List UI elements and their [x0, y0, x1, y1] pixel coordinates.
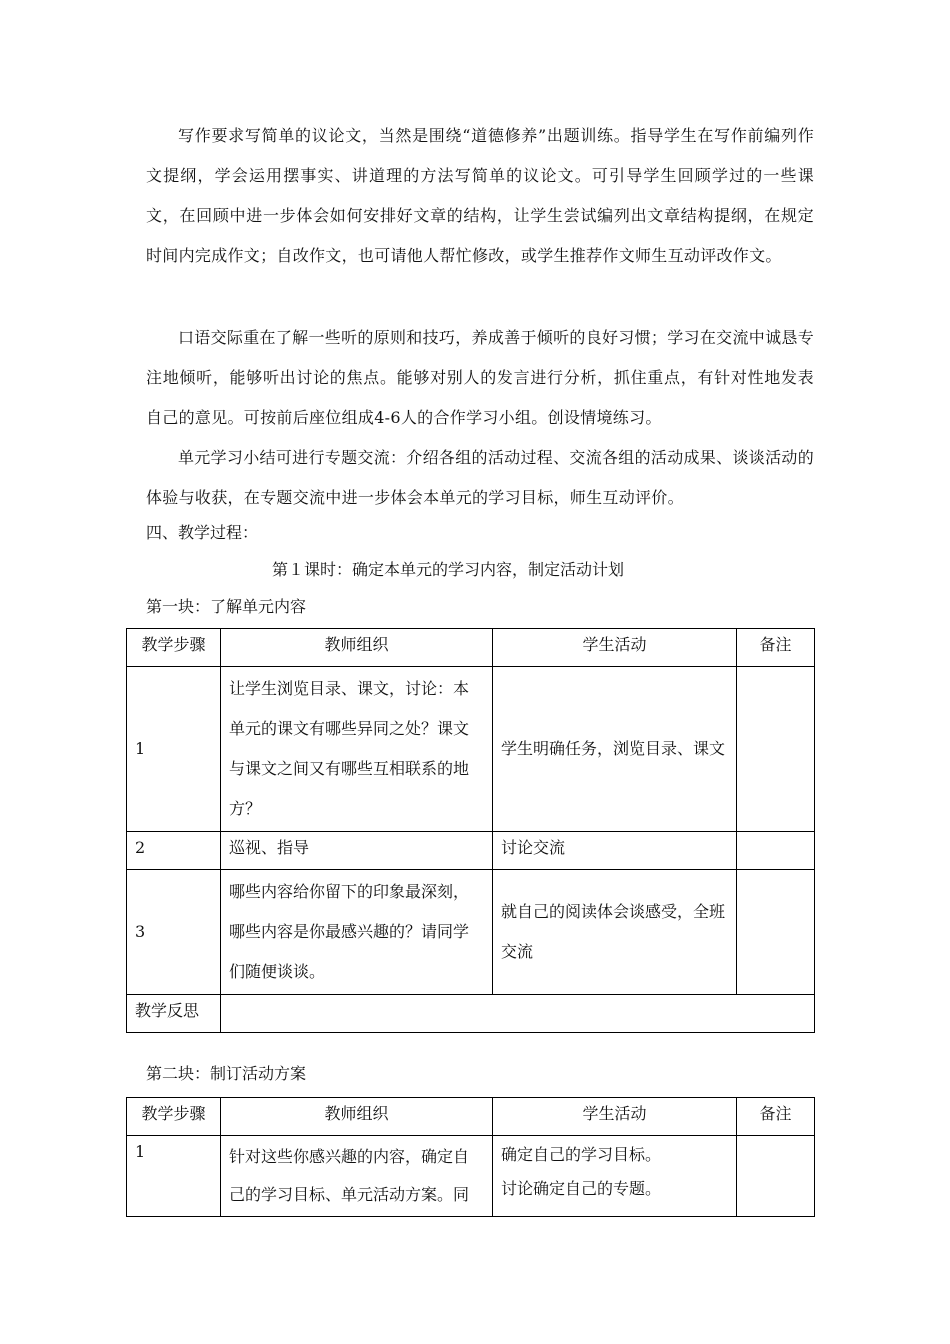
row3-note	[737, 870, 815, 995]
row3-step: 3	[127, 870, 221, 995]
table-row	[127, 832, 815, 870]
row1-note	[737, 667, 815, 832]
section-heading: 四、教学过程：	[146, 523, 259, 542]
reflection-content	[221, 995, 815, 1033]
row2-note	[737, 832, 815, 870]
row3-teacher: 哪些内容给你留下的印象最深刻，哪些内容是你最感兴趣的？请同学们随便谈谈。	[221, 870, 493, 995]
lesson-title: 第１课时：确定本单元的学习内容，制定活动计划	[272, 560, 625, 579]
row2-step: 2	[127, 832, 221, 870]
header-step: 教学步骤	[127, 629, 221, 667]
table-row	[127, 870, 815, 995]
row2-teacher: 巡视、指导	[221, 832, 493, 870]
row2-student: 讨论交流	[493, 832, 737, 870]
header-note: 备注	[737, 629, 815, 667]
header-step: 教学步骤	[127, 1098, 221, 1136]
b2-row1-step: 1	[127, 1136, 221, 1217]
table-header-row	[127, 629, 815, 667]
block1-title: 第一块：了解单元内容	[146, 597, 307, 616]
header-note: 备注	[737, 1098, 815, 1136]
header-teacher: 教师组织	[221, 629, 493, 667]
b2-student-line-1: 确定自己的学习目标。	[501, 1145, 662, 1164]
b2-student-line-2: 讨论确定自己的专题。	[501, 1179, 662, 1198]
header-student: 学生活动	[493, 1098, 737, 1136]
table-row	[127, 667, 815, 832]
row1-teacher: 让学生浏览目录、课文，讨论：本单元的课文有哪些异同之处？课文与课文之间又有哪些互相联系的地方？	[221, 667, 493, 832]
header-student: 学生活动	[493, 629, 737, 667]
paragraph-summary: 单元学习小结可进行专题交流：介绍各组的活动过程、交流各组的活动成果、谈谈活动的体验与收获，在专题交流中进一步体会本单元的学习目标，师生互动评价。	[146, 448, 814, 507]
row1-step: 1	[127, 667, 221, 832]
reflection-label: 教学反思	[127, 995, 221, 1033]
paragraph-writing: 写作要求写简单的议论文，当然是围绕“道德修养”出题训练。指导学生在写作前编列作文提纲，学会运用摆事实、讲道理的方法写简单的议论文。可引导学生回顾学过的一些课文，在回顾中进一步体会如何安排好文章的结构，让学生尝试编列出文章结构提纲，在规定时间内完成作文；自改作文，也可请他人帮忙修改，或学生推荐作文师生互动评改作文。	[146, 126, 814, 265]
row3-student: 就自己的阅读体会谈感受，全班交流	[493, 870, 737, 995]
b2-row1-teacher: 针对这些你感兴趣的内容，确定自己的学习目标、单元活动方案。同	[221, 1136, 493, 1217]
header-teacher: 教师组织	[221, 1098, 493, 1136]
b2-row1-note	[737, 1136, 815, 1217]
reflection-row	[127, 995, 815, 1033]
block2-title: 第二块：制订活动方案	[146, 1064, 307, 1083]
block1-table	[126, 628, 815, 1033]
table-row	[127, 1136, 815, 1217]
table-header-row	[127, 1098, 815, 1136]
b2-row1-student	[493, 1136, 737, 1217]
paragraph-speaking: 口语交际重在了解一些听的原则和技巧，养成善于倾听的良好习惯；学习在交流中诚恳专注地倾听，能够听出讨论的焦点。能够对别人的发言进行分析，抓住重点，有针对性地发表自己的意见。可按前后座位组成4-6人的合作学习小组。创设情境练习。	[146, 328, 814, 427]
block2-table	[126, 1097, 815, 1217]
row1-student: 学生明确任务，浏览目录、课文	[493, 667, 737, 832]
